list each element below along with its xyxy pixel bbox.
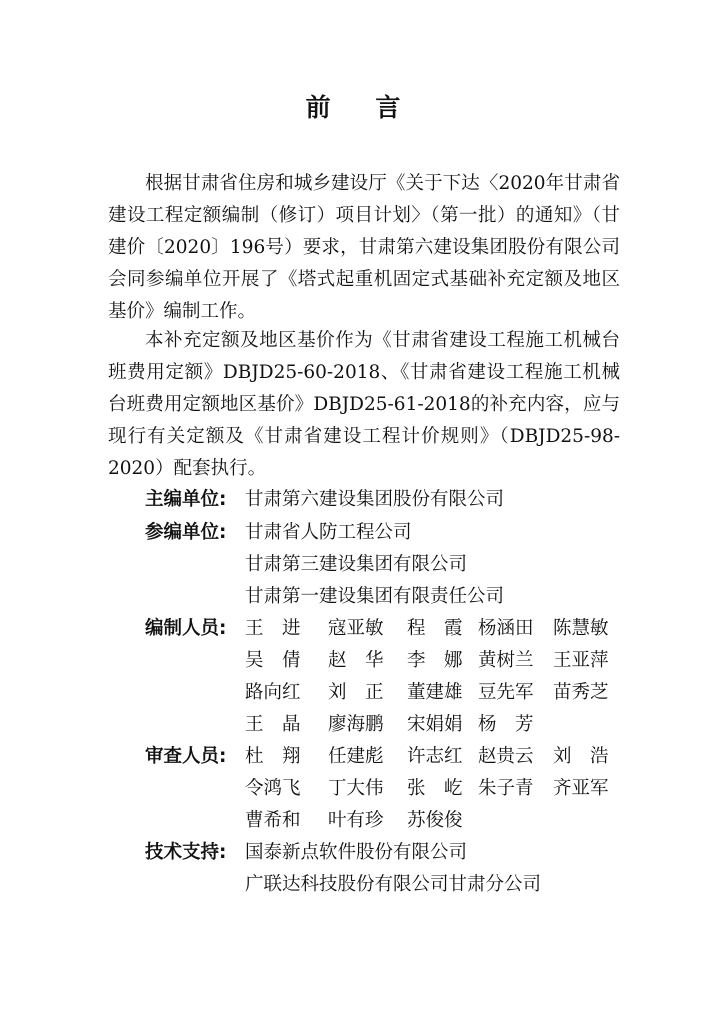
participating-units-label: 参编单位: bbox=[145, 522, 227, 543]
tech-support-label: 技术支持: bbox=[145, 842, 227, 863]
editor-name: 豆先军 bbox=[478, 682, 534, 703]
reviewer-name: 杜 翔 bbox=[245, 746, 301, 767]
editor-name: 廖海鹏 bbox=[328, 714, 384, 735]
editor-name: 宋娟娟 bbox=[407, 714, 463, 735]
editor-name: 董建雄 bbox=[407, 682, 463, 703]
tech-support-company: 广联达科技股份有限公司甘肃分公司 bbox=[245, 874, 542, 895]
editor-name: 李 娜 bbox=[407, 650, 463, 671]
editor-name: 程 霞 bbox=[407, 618, 463, 639]
reviewer-name: 齐亚军 bbox=[553, 778, 609, 799]
editors-label: 编制人员: bbox=[145, 618, 227, 639]
editor-name: 吴 倩 bbox=[245, 650, 301, 671]
editor-name: 陈慧敏 bbox=[553, 618, 609, 639]
editor-name: 王亚萍 bbox=[553, 650, 609, 671]
editor-name: 赵 华 bbox=[328, 650, 384, 671]
reviewer-name: 令鸿飞 bbox=[245, 778, 301, 799]
reviewer-name: 刘 浩 bbox=[553, 746, 609, 767]
editor-name: 王 进 bbox=[245, 618, 301, 639]
reviewer-name: 许志红 bbox=[407, 746, 463, 767]
reviewers-label: 审查人员: bbox=[145, 746, 227, 767]
participating-unit: 甘肃第一建设集团有限责任公司 bbox=[245, 586, 505, 607]
tech-support-company: 国泰新点软件股份有限公司 bbox=[245, 842, 468, 863]
editor-name: 黄树兰 bbox=[478, 650, 534, 671]
reviewer-name: 任建彪 bbox=[328, 746, 384, 767]
participating-unit: 甘肃省人防工程公司 bbox=[245, 522, 412, 543]
reviewer-name: 丁大伟 bbox=[328, 778, 384, 799]
editor-name: 刘 正 bbox=[328, 682, 384, 703]
editor-name: 苗秀芝 bbox=[553, 682, 609, 703]
reviewer-name: 张 屹 bbox=[407, 778, 463, 799]
reviewer-name: 苏俊俊 bbox=[407, 810, 463, 831]
chief-unit-label: 主编单位: bbox=[145, 489, 227, 510]
intro-paragraph: 根据甘肃省住房和城乡建设厅《关于下达〈2020年甘肃省建设工程定额编制（修订）项目计划〉（第一批）的通知》（甘建价〔2020〕196号）要求，甘肃第六建设集团股份有限公司会同参编单位开展了《塔式起重机固定式基础补充定额及地区基价》编制工作。 bbox=[108, 173, 620, 322]
editor-name: 路向红 bbox=[245, 682, 301, 703]
reviewer-name: 赵贵云 bbox=[478, 746, 534, 767]
reviewer-name: 曹希和 bbox=[245, 810, 301, 831]
reviewer-name: 朱子青 bbox=[478, 778, 534, 799]
editor-name: 杨 芳 bbox=[478, 714, 534, 735]
chief-unit-value: 甘肃第六建设集团股份有限公司 bbox=[245, 489, 505, 510]
participating-unit: 甘肃第三建设集团有限公司 bbox=[245, 554, 468, 575]
reviewer-name: 叶有珍 bbox=[328, 810, 384, 831]
scope-paragraph: 本补充定额及地区基价作为《甘肃省建设工程施工机械台班费用定额》DBJD25-60-2018、《甘肃省建设工程施工机械台班费用定额地区基价》DBJD25-61-2018的补充内容，应与现行有关定额及《甘肃省建设工程计价规则》（DBJD25-98-2020）配套执行。 bbox=[108, 330, 620, 479]
editor-name: 王 晶 bbox=[245, 714, 301, 735]
page-title: 前 言 bbox=[305, 93, 419, 122]
editor-name: 寇亚敏 bbox=[328, 618, 384, 639]
editor-name: 杨涵田 bbox=[478, 618, 534, 639]
